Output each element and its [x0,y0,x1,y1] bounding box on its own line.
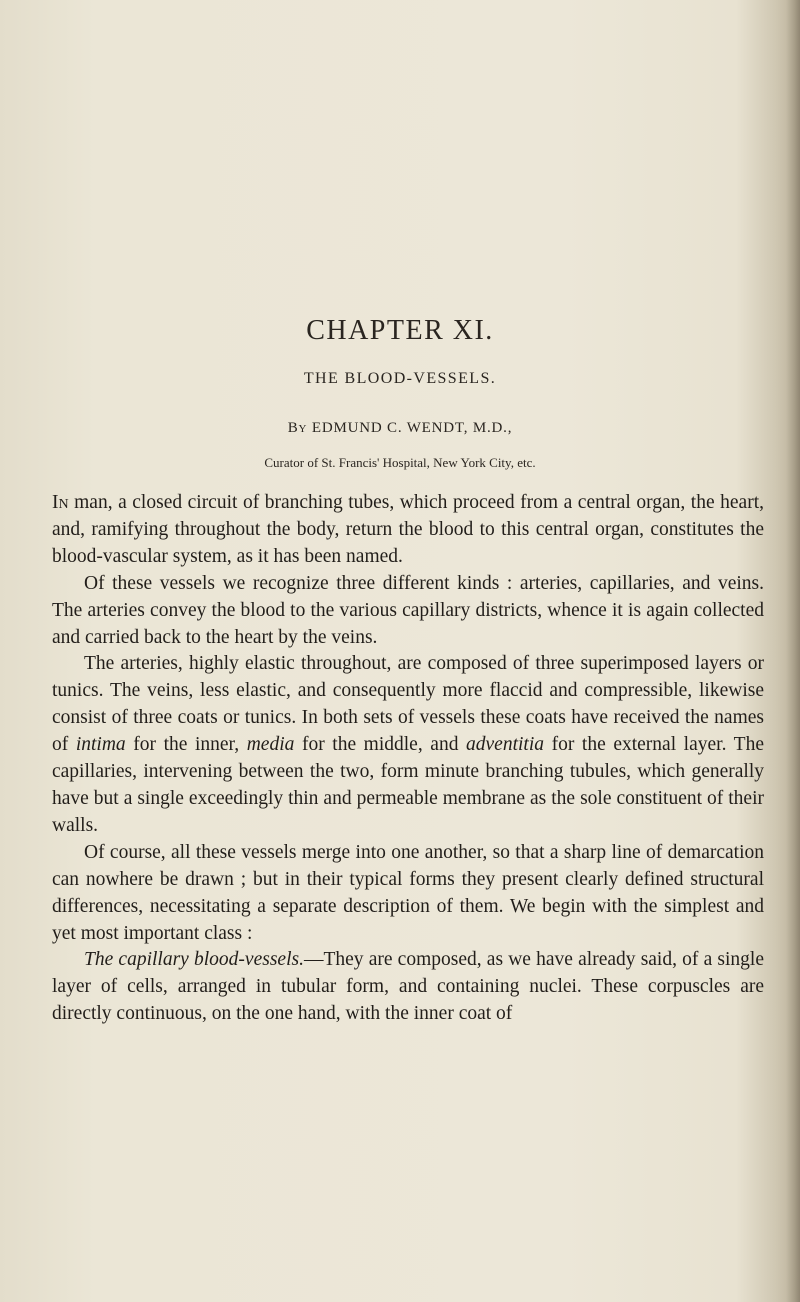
chapter-title: CHAPTER XI. [306,315,494,346]
tunics-text-c: for the middle, and [294,734,467,756]
body-text [52,490,764,1028]
term-adventitia: adventitia [466,734,545,756]
paragraph-intro [52,490,764,571]
byline-author: EDMUND C. WENDT, M.D., [311,420,513,436]
author-affiliation: Curator of St. Francis' Hospital, New York City, etc. [264,455,536,470]
capillary-text: —They are composed, as we have already said, of a single layer of cells, arranged in tubular form, and containing nuclei. These corpuscles are directly continuous, on the one hand, with the inner coat of [52,949,764,1025]
byline-prefix: By [287,420,308,436]
tunics-text-b: for the inner, [125,734,247,756]
paragraph-demarcation: Of course, all these vessels merge into one another, so that a sharp line of demarcation can nowhere be drawn ; but in their typical forms they present clearly defined structural differences, necessitating a separate description of them. We begin with the simplest and yet most important class : [52,841,764,944]
drop-lead-word: In [52,492,69,513]
paragraph-capillary [52,947,764,1028]
byline [0,420,800,437]
paragraph-intro-text: man, a closed circuit of branching tubes, which proceed from a central organ, the heart, and, ramifying throughout the body, return the blood to this central organ, constitutes the blood-vascular system, as it has been named. [52,492,764,567]
term-media: media [246,734,295,756]
section-title: THE BLOOD-VESSELS. [303,370,497,387]
page-edge-shadow [786,0,800,1302]
term-intima: intima [75,734,126,756]
capillary-heading: The capillary blood-vessels. [84,949,304,971]
paragraph-tunics [52,651,764,839]
tunics-text-d: for the external layer. The capillaries, intervening between the two, form minute branching tubules, which generally have but a single exceedingly thin and permeable membrane as the sole constituent of their walls. [52,734,765,836]
paragraph-vessel-kinds: Of these vessels we recognize three different kinds : arteries, capillaries, and veins. The arteries convey the blood to the various capillary districts, whence it is again collected and carried back to the heart by the veins. [52,572,764,648]
tunics-text-a: The arteries, highly elastic throughout, are composed of three superimposed layers or tunics. The veins, less elastic, and consequently more flaccid and compressible, likewise consist of three coats or tunics. In both sets of vessels these coats have received the names of [52,653,764,756]
